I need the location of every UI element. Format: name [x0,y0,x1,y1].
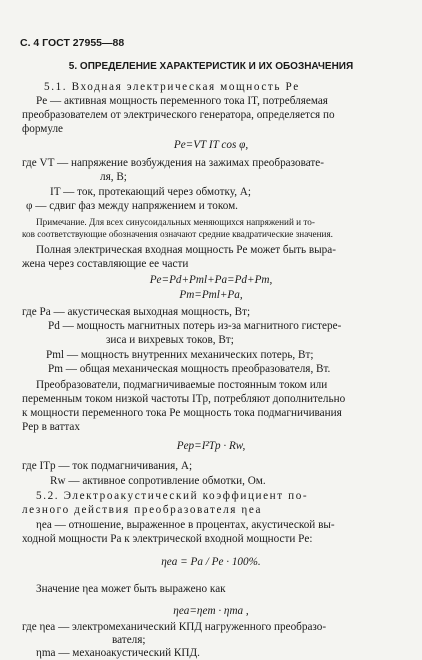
page-header: С. 4 ГОСТ 27955—88 [20,37,125,49]
para-line: Pep в ваттах [22,421,80,433]
subsection-5-2-title: 5.2. Электроакустический коэффициент по- [36,490,309,502]
def-line: где Pa — акустическая выходная мощность, Вт; [22,306,251,318]
para-line: переменным током низкой частоты ITp, потребляют дополнительно [22,393,346,405]
def-line: Rw — активное сопротивление обмотки, Ом. [50,475,266,487]
def-line: Pm — общая механическая мощность преобразователя, Вт. [48,363,331,375]
formula-eta-product: ηea=ηem · ηma , [173,605,249,617]
para-line: Полная электрическая входная мощность Pe может быть выра- [36,244,336,256]
section-title: 5. ОПРЕДЕЛЕНИЕ ХАРАКТЕРИСТИК И ИХ ОБОЗНАЧЕНИЯ [68,61,354,72]
formula-pe: Pe=VT IT cos φ, [173,139,249,151]
formula-eta-ea: ηea = Pa / Pe · 100%. [161,556,261,568]
def-line: где ηea — электромеханический КПД нагруженного преобразо- [22,621,327,633]
subsection-5-2-title: лезного действия преобразователя ηea [22,504,263,516]
para-line: Преобразователи, подмагничиваемые постоянным током или [36,379,328,391]
subsection-5-1-title: 5.1. Входная электрическая мощность Pe [44,81,300,93]
def-line: ηma — механоакустический КПД. [36,647,200,659]
para-line: Pe — активная мощность переменного тока IT, потребляемая [36,95,328,107]
def-line: ля, В; [100,171,127,183]
note-line: ков соответствующие обозначения означают средние квадратические значения. [22,229,333,239]
para-line: к мощности переменного тока Pe мощность тока подмагничивания [22,407,342,419]
def-line: вателя; [112,634,146,646]
para-line: преобразователем от электрического генератора, определяется по [22,109,335,121]
formula-pm: Pm=Pml+Pa, [179,289,243,301]
def-line: φ — сдвиг фаз между напряжением и током. [26,200,238,212]
def-line: Pd — мощность магнитных потерь из-за магнитного гистере- [48,320,342,332]
para-line: ηea — отношение, выраженное в процентах, акустической вы- [36,519,335,531]
note-line: Примечание. Для всех синусоидальных меняющихся напряжений и то- [36,217,315,227]
def-line: Pml — мощность внутренних механических потерь, Вт; [46,349,314,361]
para-line: ходной мощности Pa к электрической входной мощности Pe: [22,533,313,545]
para-line: формуле [22,123,63,135]
def-line: зиса и вихревых токов, Вт; [106,334,234,346]
formula-components: Pe=Pd+Pml+Pa=Pd+Pm, [149,274,273,286]
para-line: Значение ηea может быть выражено как [36,583,226,595]
para-line: жена через составляющие ее части [22,258,189,270]
formula-pep: Pep=I²Tp · Rw, [176,440,246,452]
def-line: где ITp — ток подмагничивания, А; [22,460,193,472]
def-line: IT — ток, протекающий через обмотку, А; [50,186,251,198]
def-line: где VT — напряжение возбуждения на зажимах преобразовате- [22,157,324,169]
